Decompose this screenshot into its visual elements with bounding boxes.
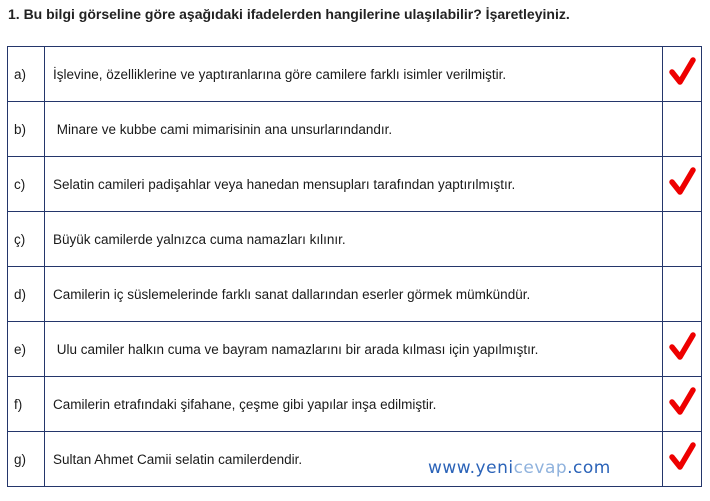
- option-letter: d): [8, 267, 45, 322]
- option-letter: c): [8, 157, 45, 212]
- answer-checkbox[interactable]: [663, 157, 702, 212]
- watermark-part3: .com: [567, 458, 611, 478]
- watermark-part2: cevap: [513, 458, 568, 478]
- option-text: Sultan Ahmet Camii selatin camilerdendir.: [45, 432, 663, 487]
- checkmark-icon: [668, 387, 696, 417]
- option-row: [8, 102, 702, 157]
- checkmark-icon: [668, 442, 696, 472]
- question-title: 1. Bu bilgi görseline göre aşağıdaki ifadelerden hangilerine ulaşılabilir? İşaretleyiniz.: [8, 6, 570, 22]
- option-row: [8, 47, 702, 102]
- checkmark-icon: [668, 167, 696, 197]
- option-text: Camilerin etrafındaki şifahane, çeşme gibi yapılar inşa edilmiştir.: [45, 377, 663, 432]
- option-letter: ç): [8, 212, 45, 267]
- option-letter: f): [8, 377, 45, 432]
- option-letter: b): [8, 102, 45, 157]
- options-table: [7, 46, 702, 487]
- option-letter: a): [8, 47, 45, 102]
- answer-checkbox[interactable]: [663, 212, 702, 267]
- answer-checkbox[interactable]: [663, 47, 702, 102]
- checkmark-icon: [668, 332, 696, 362]
- checkmark-icon: [668, 57, 696, 87]
- watermark: [428, 458, 611, 478]
- option-text: Büyük camilerde yalnızca cuma namazları kılınır.: [45, 212, 663, 267]
- option-row: [8, 377, 702, 432]
- option-text: Ulu camiler halkın cuma ve bayram namazlarını bir arada kılması için yapılmıştır.: [45, 322, 663, 377]
- answer-checkbox[interactable]: [663, 432, 702, 487]
- option-text: Camilerin iç süslemelerinde farklı sanat dallarından eserler görmek mümkündür.: [45, 267, 663, 322]
- answer-checkbox[interactable]: [663, 267, 702, 322]
- option-letter: e): [8, 322, 45, 377]
- option-row: [8, 267, 702, 322]
- answer-checkbox[interactable]: [663, 102, 702, 157]
- option-letter: g): [8, 432, 45, 487]
- watermark-part1: www.yeni: [428, 458, 514, 478]
- answer-checkbox[interactable]: [663, 377, 702, 432]
- option-row: [8, 157, 702, 212]
- option-text: İşlevine, özelliklerine ve yaptıranlarına göre camilere farklı isimler verilmiştir.: [45, 47, 663, 102]
- answer-checkbox[interactable]: [663, 322, 702, 377]
- option-row: [8, 322, 702, 377]
- option-text: Selatin camileri padişahlar veya hanedan mensupları tarafından yaptırılmıştır.: [45, 157, 663, 212]
- option-row: [8, 212, 702, 267]
- option-text: Minare ve kubbe cami mimarisinin ana unsurlarındandır.: [45, 102, 663, 157]
